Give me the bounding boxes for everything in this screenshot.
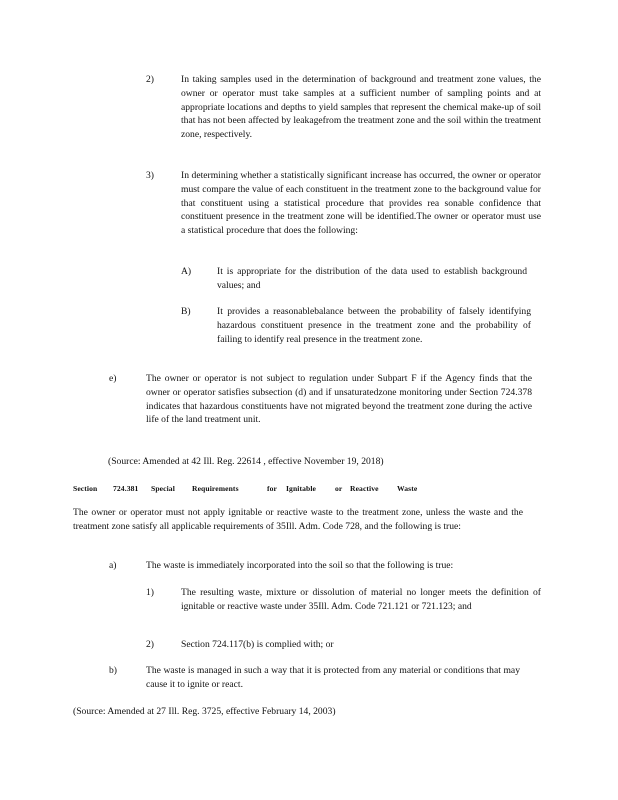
item-label: 1)	[146, 587, 154, 598]
heading-word: for	[267, 484, 277, 493]
section-intro: The owner or operator must not apply ignitable or reactive waste to the treatment zone, unless the waste and the treatment zone satisfy all applicable requirements of 35Ill. Adm. Code 728, and the following is true:	[73, 507, 523, 532]
item-text: The resulting waste, mixture or dissolution of material no longer meets the definition of ignitable or reactive waste under 35Ill. Adm. Code 721.121 or 721.123; and	[181, 587, 541, 612]
item-text: In taking samples used in the determination of background and treatment zone values, the owner or operator must take samples at a sufficient number of sampling points and at appropriate locations and depths to yield samples that represent the chemical make-up of soil that has not been affected by leakagefrom the treatment zone and the soil within the treatment zone, respectively.	[181, 74, 541, 141]
heading-word: Requirements	[192, 484, 239, 493]
item-text: Section 724.117(b) is complied with; or	[181, 639, 334, 650]
item-text: The waste is immediately incorporated into the soil so that the following is true:	[146, 560, 454, 571]
item-label: b)	[109, 665, 117, 676]
heading-word: Ignitable	[286, 484, 317, 493]
item-label: B)	[181, 306, 191, 317]
heading-word: Special	[151, 484, 175, 493]
heading-word: Reactive	[350, 484, 379, 493]
item-label: 3)	[146, 170, 154, 181]
item-label: 2)	[146, 639, 154, 650]
item-text: It provides a reasonablebalance between the probability of falsely identifying hazardous constituent presence in the treatment zone and the probability of failing to identify real presence in the treatment zone.	[217, 306, 531, 345]
item-label: e)	[109, 373, 117, 384]
item-text: The waste is managed in such a way that it is protected from any material or conditions that may cause it to ignite or react.	[146, 665, 520, 690]
item-label: a)	[109, 560, 117, 571]
heading-word: or	[335, 484, 343, 493]
item-text: The owner or operator is not subject to regulation under Subpart F if the Agency finds that the owner or operator satisfies subsection (d) and if unsaturatedzone monitoring under Section 724.378 indicates that hazardous constituents have not migrated beyond the treatment zone during the active life of the land treatment unit.	[146, 373, 532, 426]
section-heading	[0, 482, 618, 496]
heading-word: Section	[73, 484, 98, 493]
item-label: 2)	[146, 74, 154, 85]
item-text: In determining whether a statistically significant increase has occurred, the owner or operator must compare the value of each constituent in the treatment zone to the background value for that constituent using a statistical procedure that provides rea sonable confidence that constituent presence in the treatment zone will be identified.The owner or operator must use a statistical procedure that does the following:	[181, 170, 541, 237]
source-note: (Source: Amended at 27 Ill. Reg. 3725, effective February 14, 2003)	[73, 706, 336, 717]
heading-word: Waste	[397, 484, 418, 493]
source-note: (Source: Amended at 42 Ill. Reg. 22614 , effective November 19, 2018)	[108, 456, 384, 467]
item-label: A)	[181, 266, 192, 277]
item-text: It is appropriate for the distribution of the data used to establish background values; and	[217, 266, 527, 291]
section-number: 724.381	[113, 484, 139, 493]
